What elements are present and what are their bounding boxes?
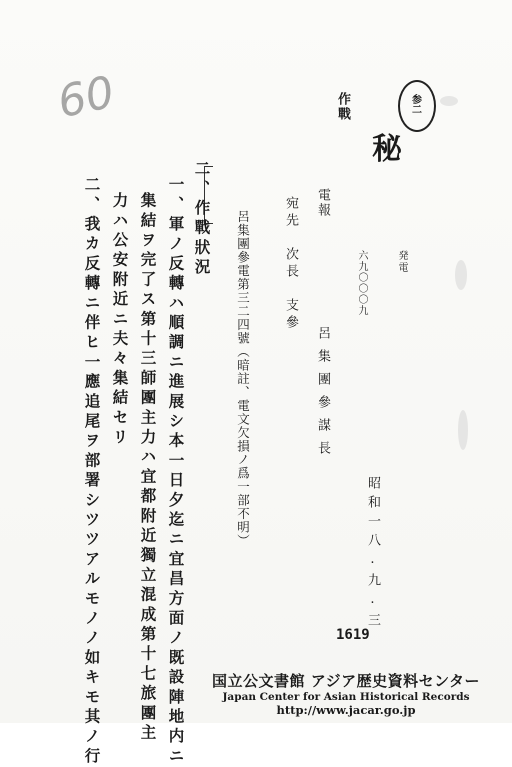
subject: 呂集團參電第三二四號（暗註、電文欠損ノ爲一部不明）	[235, 210, 251, 548]
recipient: 宛先 次長 支參	[283, 196, 298, 332]
body-line-1: 一、軍ノ反轉ハ順調ニ進展シ本一日夕迄ニ宜昌方面ノ既設陣地内ニ	[166, 176, 186, 767]
footer-url: http://www.jacar.go.jp	[276, 703, 416, 717]
body-line-4: 二、我カ反轉ニ伴ヒ一應追尾ヲ部署シツツアルモノノ如キモ其ノ行	[82, 176, 102, 767]
telegram-label: 電報	[315, 188, 330, 218]
section-title: 二、作戰狀況	[192, 160, 212, 279]
stamp-line-2: 二	[412, 105, 422, 116]
footer-org-english: Japan Center for Asian Historical Records	[222, 691, 470, 703]
body-line-2: 集結ヲ完了ス第十三師團主力ハ宜都附近獨立混成第十七旅團主	[138, 192, 158, 744]
footer-org-japanese: 国立公文書館 アジア歴史資料センター	[211, 672, 481, 690]
from-label: 発電	[396, 250, 407, 274]
date: 昭和一八.九.三	[365, 476, 380, 632]
stamp-line-1: 参	[412, 94, 422, 106]
handwritten-page-number: 60	[53, 66, 119, 129]
archive-footer	[186, 670, 506, 717]
body-line-3: 力ハ公安附近ニ夫々集結セリ	[110, 192, 130, 449]
secret-mark: 秘	[372, 132, 402, 167]
sakusen-label: 作戰	[335, 92, 350, 122]
classification-stamp	[398, 80, 436, 132]
telegram-codes: 六九〇〇〇九	[356, 250, 367, 316]
page-number: 1619	[336, 627, 370, 643]
sender: 呂集團參謀長	[315, 326, 330, 464]
